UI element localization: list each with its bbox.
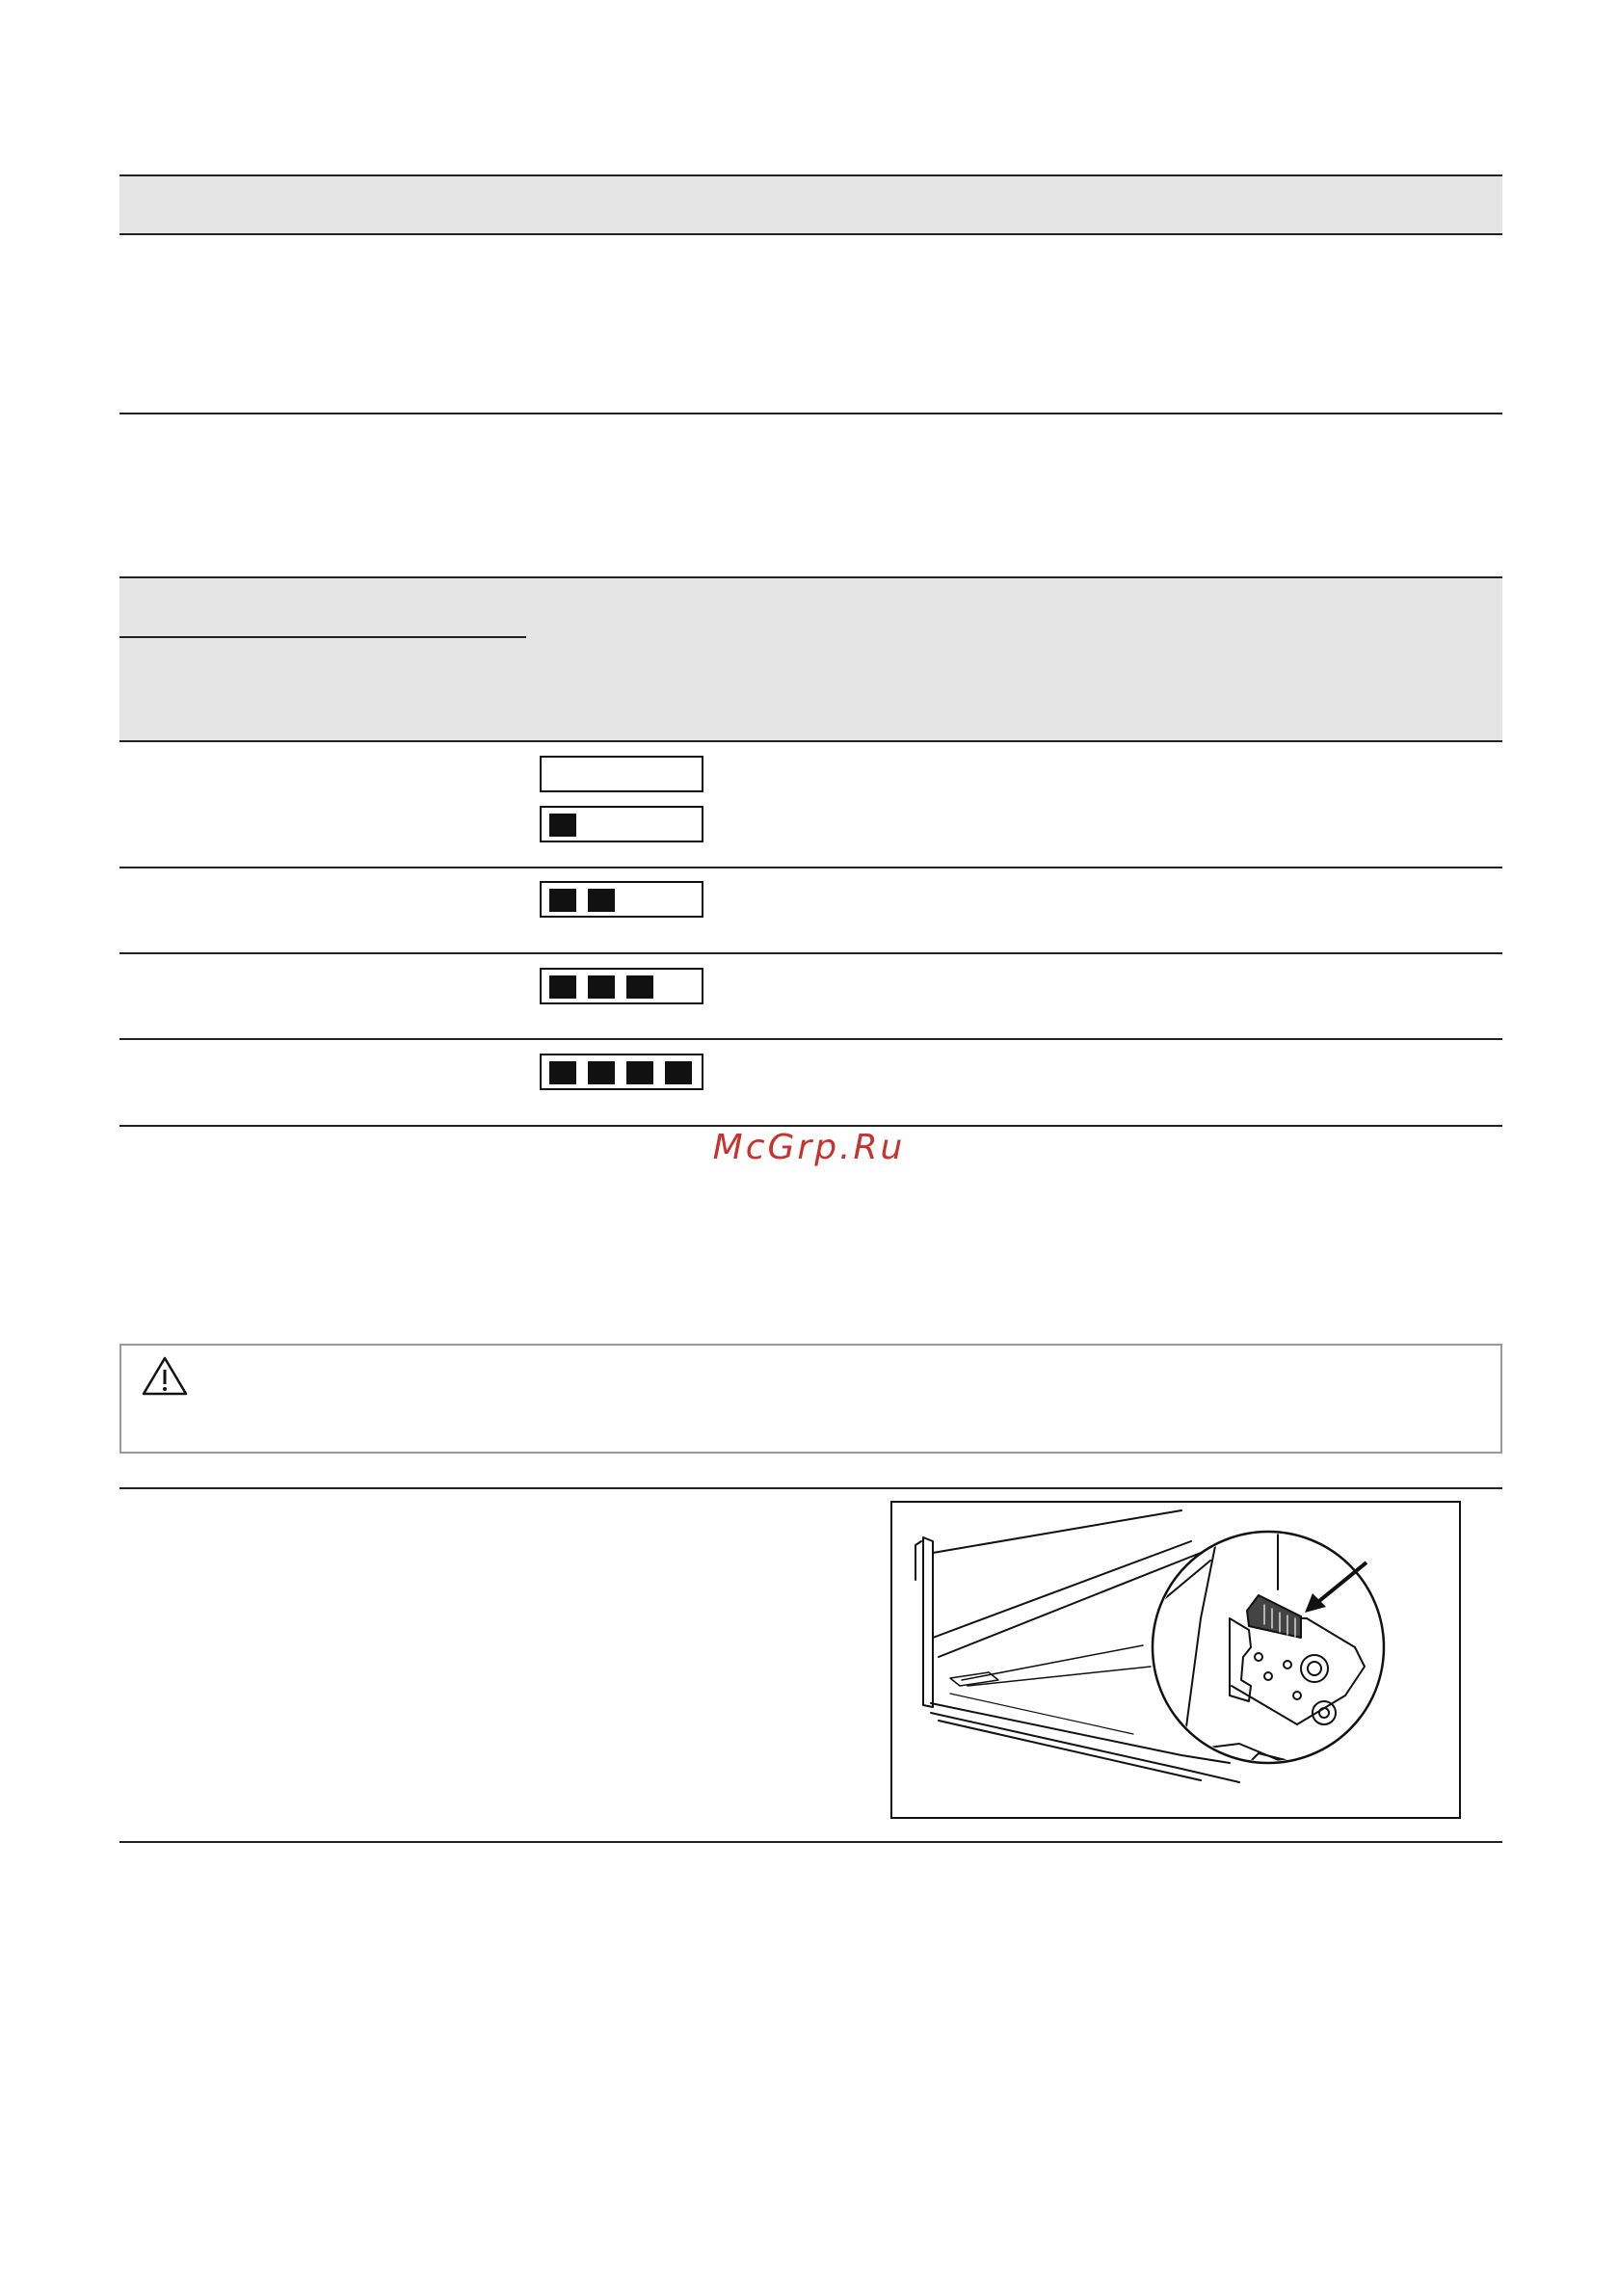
heat-indicator-level-4 — [540, 1054, 703, 1090]
warning-box — [119, 1344, 1502, 1454]
indicator-segment — [549, 889, 576, 912]
table-header-rule — [119, 233, 1502, 235]
section-rule — [119, 1487, 1502, 1489]
table-header-band — [119, 175, 1502, 233]
table-row-rule — [119, 867, 1502, 868]
warning-triangle-icon — [141, 1355, 189, 1398]
indicator-segment — [626, 1061, 653, 1084]
watermark: McGrp.Ru — [712, 1128, 906, 1167]
heat-indicator-level-0 — [540, 756, 703, 792]
indicator-segment — [549, 1061, 576, 1084]
indicator-segment — [549, 814, 576, 837]
table-top-rule — [119, 174, 1502, 176]
door-hinge-illustration — [890, 1501, 1461, 1819]
indicator-header-sub-rule — [119, 636, 526, 638]
section-bottom-rule — [119, 1841, 1502, 1843]
indicator-header-rule — [119, 740, 1502, 742]
indicator-segment — [549, 975, 576, 999]
table-bottom-rule — [119, 1125, 1502, 1127]
indicator-segment — [588, 889, 615, 912]
heat-indicator-level-1 — [540, 806, 703, 842]
table-row-rule — [119, 413, 1502, 414]
indicator-segment — [665, 1061, 692, 1084]
heat-indicator-level-3 — [540, 968, 703, 1004]
heat-indicator-level-2 — [540, 881, 703, 918]
indicator-segment — [588, 1061, 615, 1084]
indicator-table-header — [119, 578, 1502, 740]
indicator-segment — [626, 975, 653, 999]
table-row-rule — [119, 952, 1502, 954]
oven-door-hinge-drawing — [892, 1503, 1459, 1817]
indicator-segment — [588, 975, 615, 999]
table-row-rule — [119, 1038, 1502, 1040]
